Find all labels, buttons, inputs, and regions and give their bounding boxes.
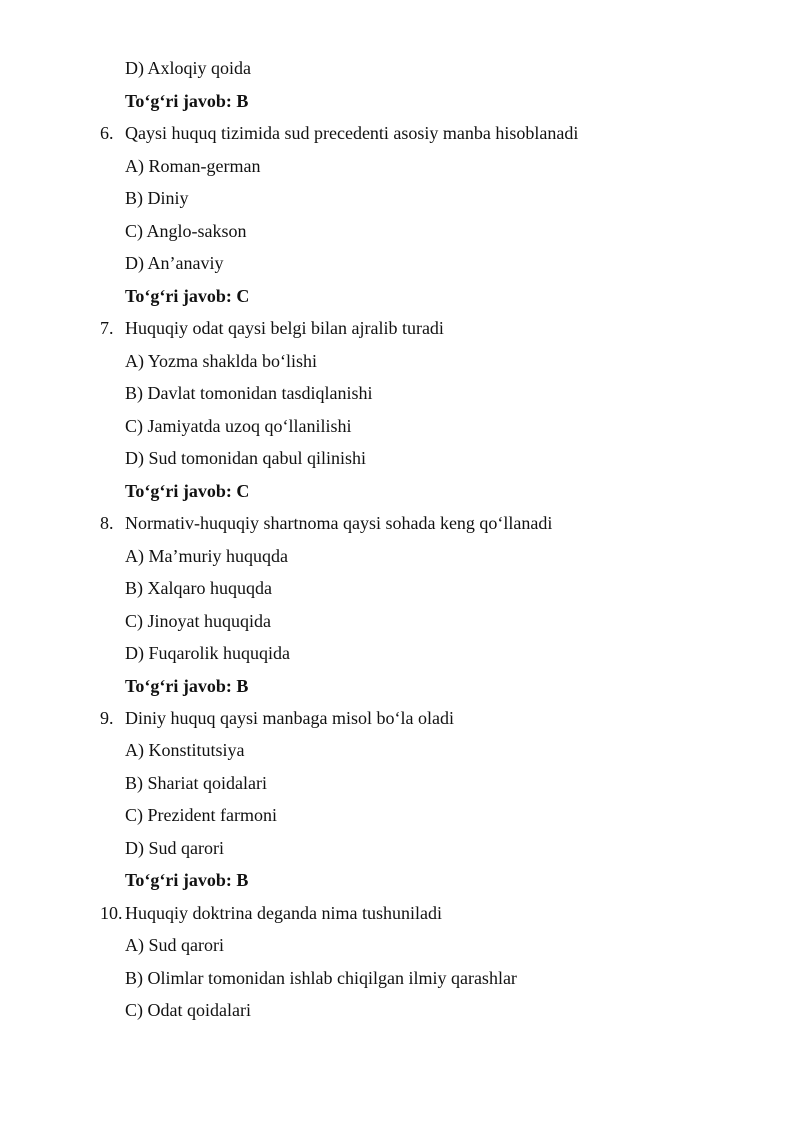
option-text: A) Yozma shaklda bo‘lishi: [125, 351, 317, 371]
correct-answer: To‘g‘ri javob: C: [125, 481, 250, 501]
option-line: [0, 150, 800, 182]
correct-answer: To‘g‘ri javob: B: [125, 870, 249, 890]
option-text: A) Roman-german: [125, 156, 261, 176]
option-line: [0, 540, 800, 572]
question-number: 9.: [100, 708, 114, 728]
option-line: [0, 52, 800, 84]
option-line: [0, 247, 800, 279]
option-line: [0, 572, 800, 604]
correct-answer: To‘g‘ri javob: B: [125, 91, 249, 111]
option-text: D) Axloqiy qoida: [125, 58, 251, 78]
option-text: C) Odat qoidalari: [125, 1000, 251, 1020]
option-line: [0, 605, 800, 637]
question-line: [0, 312, 800, 344]
correct-answer: To‘g‘ri javob: B: [125, 676, 249, 696]
question-number: 6.: [100, 123, 114, 143]
question-number: 8.: [100, 513, 114, 533]
question-text: Huquqiy doktrina deganda nima tushuniladi: [125, 903, 442, 923]
option-line: [0, 377, 800, 409]
option-text: D) An’anaviy: [125, 253, 224, 273]
question-line: [0, 507, 800, 539]
option-line: [0, 994, 800, 1026]
question-line: [0, 897, 800, 929]
option-text: B) Xalqaro huquqda: [125, 578, 272, 598]
option-text: C) Jamiyatda uzoq qo‘llanilishi: [125, 416, 352, 436]
option-line: [0, 637, 800, 669]
option-text: B) Diniy: [125, 188, 189, 208]
option-text: D) Fuqarolik huquqida: [125, 643, 290, 663]
option-text: A) Konstitutsiya: [125, 740, 245, 760]
option-line: [0, 182, 800, 214]
option-text: B) Olimlar tomonidan ishlab chiqilgan ilmiy qarashlar: [125, 968, 517, 988]
correct-answer: To‘g‘ri javob: C: [125, 286, 250, 306]
question-text: Normativ-huquqiy shartnoma qaysi sohada keng qo‘llanadi: [125, 513, 553, 533]
question-line: [0, 117, 800, 149]
option-line: [0, 962, 800, 994]
option-text: C) Jinoyat huquqida: [125, 611, 271, 631]
option-text: A) Sud qarori: [125, 935, 224, 955]
question-text: Diniy huquq qaysi manbaga misol bo‘la oladi: [125, 708, 454, 728]
question-line: [0, 702, 800, 734]
option-line: [0, 832, 800, 864]
answer-line: [0, 475, 800, 507]
answer-line: [0, 864, 800, 896]
option-text: B) Davlat tomonidan tasdiqlanishi: [125, 383, 373, 403]
option-text: B) Shariat qoidalari: [125, 773, 267, 793]
question-text: Huquqiy odat qaysi belgi bilan ajralib turadi: [125, 318, 444, 338]
option-line: [0, 215, 800, 247]
question-number: 10.: [100, 903, 123, 923]
answer-line: [0, 85, 800, 117]
option-line: [0, 767, 800, 799]
answer-line: [0, 670, 800, 702]
question-number: 7.: [100, 318, 114, 338]
option-line: [0, 345, 800, 377]
option-line: [0, 929, 800, 961]
option-line: [0, 410, 800, 442]
question-text: Qaysi huquq tizimida sud precedenti asosiy manba hisoblanadi: [125, 123, 579, 143]
option-line: [0, 734, 800, 766]
option-text: A) Ma’muriy huquqda: [125, 546, 288, 566]
answer-line: [0, 280, 800, 312]
option-text: C) Prezident farmoni: [125, 805, 277, 825]
option-text: D) Sud tomonidan qabul qilinishi: [125, 448, 366, 468]
option-text: C) Anglo-sakson: [125, 221, 247, 241]
option-line: [0, 442, 800, 474]
option-text: D) Sud qarori: [125, 838, 224, 858]
option-line: [0, 799, 800, 831]
